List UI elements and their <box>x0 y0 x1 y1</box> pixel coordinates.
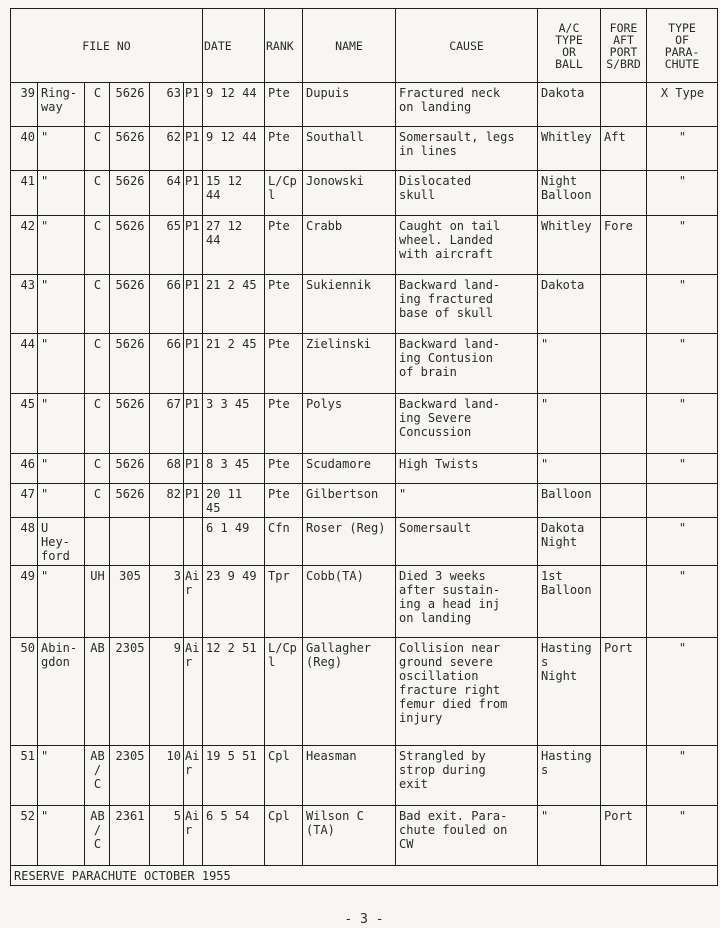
cell-cause: Strangled by strop during exit <box>396 746 538 806</box>
parachute-casualty-table <box>10 8 718 886</box>
cell-aircraft-type: 1st Balloon <box>538 566 601 638</box>
cell-file-sub-number: 65 <box>150 216 184 275</box>
cell-rank: Cfn <box>265 518 303 566</box>
table-row <box>11 746 718 806</box>
cell-place: Abin- gdon <box>38 638 85 746</box>
cell-file-sub-number: 64 <box>150 171 184 216</box>
cell-file-sub-number: 82 <box>150 484 184 518</box>
cell-aircraft-type: Night Balloon <box>538 171 601 216</box>
cell-entry-number: 50 <box>11 638 38 746</box>
cell-file-sub-number: 68 <box>150 454 184 484</box>
cell-name: Sukiennik <box>303 275 396 334</box>
cell-parachute-type: " <box>647 746 718 806</box>
cell-file-prefix <box>85 518 110 566</box>
cell-place: Ring- way <box>38 83 85 127</box>
cell-date: 3 3 45 <box>203 394 265 454</box>
header-parachute-type: TYPE OF PARA- CHUTE <box>647 9 718 83</box>
cell-cause: Backward land- ing fractured base of skull <box>396 275 538 334</box>
cell-cause: Backward land- ing Contusion of brain <box>396 334 538 394</box>
cell-file-sub-number: 10 <box>150 746 184 806</box>
cell-name: Roser (Reg) <box>303 518 396 566</box>
table-row <box>11 518 718 566</box>
cell-file-series: Air <box>184 638 203 746</box>
cell-file-number: 5626 <box>110 275 150 334</box>
header-cause: CAUSE <box>396 9 538 83</box>
cell-entry-number: 49 <box>11 566 38 638</box>
cell-file-number: 5626 <box>110 394 150 454</box>
cell-date: 6 1 49 <box>203 518 265 566</box>
cell-name: Polys <box>303 394 396 454</box>
cell-date: 8 3 45 <box>203 454 265 484</box>
cell-name: Wilson C (TA) <box>303 806 396 866</box>
cell-rank: L/Cpl <box>265 638 303 746</box>
cell-file-number: 2305 <box>110 746 150 806</box>
cell-fore-aft-position <box>601 484 647 518</box>
header-fore-aft: FORE AFT PORT S/BRD <box>601 9 647 83</box>
page-number: - 3 - <box>344 912 384 927</box>
cell-cause: " <box>396 484 538 518</box>
cell-entry-number: 41 <box>11 171 38 216</box>
cell-cause: Somersault <box>396 518 538 566</box>
cell-parachute-type: " <box>647 518 718 566</box>
cell-parachute-type: " <box>647 275 718 334</box>
cell-entry-number: 42 <box>11 216 38 275</box>
cell-cause: Fractured neck on landing <box>396 83 538 127</box>
cell-file-prefix: C <box>85 394 110 454</box>
table-row <box>11 454 718 484</box>
cell-fore-aft-position <box>601 746 647 806</box>
cell-file-prefix: C <box>85 127 110 171</box>
cell-place: " <box>38 216 85 275</box>
cell-file-number: 5626 <box>110 127 150 171</box>
cell-aircraft-type: Hastings Night <box>538 638 601 746</box>
cell-fore-aft-position <box>601 275 647 334</box>
cell-date: 23 9 49 <box>203 566 265 638</box>
cell-rank: Pte <box>265 216 303 275</box>
cell-date: 9 12 44 <box>203 127 265 171</box>
cell-entry-number: 51 <box>11 746 38 806</box>
cell-name: Dupuis <box>303 83 396 127</box>
footer-row <box>11 866 718 886</box>
cell-cause: High Twists <box>396 454 538 484</box>
cell-place: " <box>38 454 85 484</box>
cell-parachute-type: " <box>647 454 718 484</box>
cell-parachute-type: " <box>647 566 718 638</box>
cell-parachute-type: " <box>647 806 718 866</box>
cell-parachute-type: " <box>647 394 718 454</box>
cell-date: 21 2 45 <box>203 275 265 334</box>
cell-date: 27 12 44 <box>203 216 265 275</box>
cell-entry-number: 39 <box>11 83 38 127</box>
table-row <box>11 638 718 746</box>
footer-note: RESERVE PARACHUTE OCTOBER 1955 <box>11 866 718 886</box>
cell-cause: Bad exit. Para- chute fouled on CW <box>396 806 538 866</box>
cell-name: Southall <box>303 127 396 171</box>
cell-file-series: P1 <box>184 454 203 484</box>
cell-file-prefix: AB/ C <box>85 746 110 806</box>
cell-file-number: 2361 <box>110 806 150 866</box>
cell-file-sub-number: 3 <box>150 566 184 638</box>
table-row <box>11 484 718 518</box>
cell-file-sub-number: 5 <box>150 806 184 866</box>
header-date: DATE <box>203 9 265 83</box>
cell-rank: Pte <box>265 454 303 484</box>
cell-file-prefix: C <box>85 334 110 394</box>
cell-aircraft-type: Dakota Night <box>538 518 601 566</box>
cell-name: Scudamore <box>303 454 396 484</box>
cell-rank: Tpr <box>265 566 303 638</box>
cell-entry-number: 52 <box>11 806 38 866</box>
cell-file-number: 2305 <box>110 638 150 746</box>
cell-fore-aft-position <box>601 171 647 216</box>
cell-file-sub-number: 62 <box>150 127 184 171</box>
cell-aircraft-type: Dakota <box>538 83 601 127</box>
cell-file-number: 5626 <box>110 171 150 216</box>
cell-date: 9 12 44 <box>203 83 265 127</box>
cell-rank: Pte <box>265 484 303 518</box>
cell-place: " <box>38 127 85 171</box>
cell-entry-number: 43 <box>11 275 38 334</box>
cell-aircraft-type: Whitley <box>538 216 601 275</box>
table-row <box>11 334 718 394</box>
cell-file-series: Air <box>184 746 203 806</box>
header-name: NAME <box>303 9 396 83</box>
cell-file-sub-number: 63 <box>150 83 184 127</box>
cell-entry-number: 48 <box>11 518 38 566</box>
cell-file-series: Air <box>184 566 203 638</box>
table-row <box>11 806 718 866</box>
cell-file-series: P1 <box>184 83 203 127</box>
cell-cause: Somersault, legs in lines <box>396 127 538 171</box>
header-rank: RANK <box>265 9 303 83</box>
cell-file-sub-number <box>150 518 184 566</box>
cell-parachute-type <box>647 484 718 518</box>
cell-aircraft-type: Balloon <box>538 484 601 518</box>
cell-rank: Pte <box>265 394 303 454</box>
table-row <box>11 275 718 334</box>
cell-place: " <box>38 171 85 216</box>
cell-fore-aft-position <box>601 518 647 566</box>
cell-date: 20 11 45 <box>203 484 265 518</box>
cell-rank: Pte <box>265 275 303 334</box>
cell-parachute-type: " <box>647 171 718 216</box>
cell-parachute-type: " <box>647 127 718 171</box>
cell-place: " <box>38 334 85 394</box>
cell-place: " <box>38 806 85 866</box>
cell-name: Gilbertson <box>303 484 396 518</box>
cell-fore-aft-position <box>601 83 647 127</box>
cell-entry-number: 40 <box>11 127 38 171</box>
cell-file-series: P1 <box>184 127 203 171</box>
document-page <box>4 4 718 927</box>
cell-fore-aft-position <box>601 454 647 484</box>
cell-fore-aft-position <box>601 334 647 394</box>
cell-parachute-type: " <box>647 216 718 275</box>
cell-file-sub-number: 67 <box>150 394 184 454</box>
cell-file-number: 5626 <box>110 216 150 275</box>
cell-file-prefix: UH <box>85 566 110 638</box>
cell-file-sub-number: 66 <box>150 275 184 334</box>
cell-name: Heasman <box>303 746 396 806</box>
cell-name: Gallagher (Reg) <box>303 638 396 746</box>
cell-date: 21 2 45 <box>203 334 265 394</box>
cell-place: " <box>38 566 85 638</box>
cell-date: 12 2 51 <box>203 638 265 746</box>
header-ac-type: A/C TYPE OR BALL <box>538 9 601 83</box>
cell-place: " <box>38 746 85 806</box>
cell-fore-aft-position: Fore <box>601 216 647 275</box>
cell-file-number: 5626 <box>110 334 150 394</box>
cell-aircraft-type: Hastings <box>538 746 601 806</box>
cell-cause: Backward land- ing Severe Concussion <box>396 394 538 454</box>
cell-file-prefix: C <box>85 216 110 275</box>
cell-entry-number: 44 <box>11 334 38 394</box>
cell-place: " <box>38 484 85 518</box>
cell-aircraft-type: " <box>538 394 601 454</box>
cell-file-series: P1 <box>184 484 203 518</box>
cell-rank: Cpl <box>265 746 303 806</box>
cell-fore-aft-position: Port <box>601 638 647 746</box>
table-row <box>11 127 718 171</box>
cell-file-prefix: C <box>85 275 110 334</box>
cell-file-prefix: C <box>85 454 110 484</box>
cell-file-prefix: AB <box>85 638 110 746</box>
cell-parachute-type: " <box>647 638 718 746</box>
cell-rank: Cpl <box>265 806 303 866</box>
cell-rank: L/Cpl <box>265 171 303 216</box>
cell-place: U Hey- ford <box>38 518 85 566</box>
cell-date: 19 5 51 <box>203 746 265 806</box>
cell-rank: Pte <box>265 127 303 171</box>
cell-file-series: P1 <box>184 216 203 275</box>
cell-cause: Dislocated skull <box>396 171 538 216</box>
cell-file-series: P1 <box>184 275 203 334</box>
cell-aircraft-type: " <box>538 806 601 866</box>
cell-file-prefix: C <box>85 171 110 216</box>
cell-name: Jonowski <box>303 171 396 216</box>
cell-file-prefix: C <box>85 484 110 518</box>
cell-file-series: P1 <box>184 394 203 454</box>
cell-place: " <box>38 275 85 334</box>
table-row <box>11 394 718 454</box>
cell-entry-number: 45 <box>11 394 38 454</box>
cell-aircraft-type: " <box>538 454 601 484</box>
cell-file-sub-number: 66 <box>150 334 184 394</box>
cell-entry-number: 46 <box>11 454 38 484</box>
cell-aircraft-type: Dakota <box>538 275 601 334</box>
table-row <box>11 83 718 127</box>
cell-cause: Died 3 weeks after sustain- ing a head inj on landing <box>396 566 538 638</box>
cell-name: Cobb(TA) <box>303 566 396 638</box>
cell-file-series: Air <box>184 806 203 866</box>
table-row <box>11 566 718 638</box>
cell-parachute-type: X Type <box>647 83 718 127</box>
cell-date: 15 12 44 <box>203 171 265 216</box>
cell-parachute-type: " <box>647 334 718 394</box>
cell-file-series: P1 <box>184 171 203 216</box>
table-row <box>11 216 718 275</box>
cell-file-prefix: C <box>85 83 110 127</box>
table-row <box>11 171 718 216</box>
cell-file-number: 5626 <box>110 484 150 518</box>
cell-file-number: 5626 <box>110 83 150 127</box>
cell-fore-aft-position: Port <box>601 806 647 866</box>
header-file-no: FILE NO <box>11 9 203 83</box>
cell-fore-aft-position <box>601 566 647 638</box>
cell-file-series <box>184 518 203 566</box>
cell-file-sub-number: 9 <box>150 638 184 746</box>
cell-aircraft-type: Whitley <box>538 127 601 171</box>
cell-file-series: P1 <box>184 334 203 394</box>
cell-entry-number: 47 <box>11 484 38 518</box>
cell-file-number <box>110 518 150 566</box>
cell-cause: Caught on tail wheel. Landed with aircraft <box>396 216 538 275</box>
cell-file-number: 5626 <box>110 454 150 484</box>
header-row <box>11 9 718 83</box>
cell-file-number: 305 <box>110 566 150 638</box>
cell-fore-aft-position <box>601 394 647 454</box>
cell-cause: Collision near ground severe oscillation fracture right femur died from injury <box>396 638 538 746</box>
cell-fore-aft-position: Aft <box>601 127 647 171</box>
cell-name: Zielinski <box>303 334 396 394</box>
cell-rank: Pte <box>265 334 303 394</box>
cell-rank: Pte <box>265 83 303 127</box>
cell-name: Crabb <box>303 216 396 275</box>
cell-file-prefix: AB/ C <box>85 806 110 866</box>
cell-place: " <box>38 394 85 454</box>
cell-aircraft-type: " <box>538 334 601 394</box>
cell-date: 6 5 54 <box>203 806 265 866</box>
